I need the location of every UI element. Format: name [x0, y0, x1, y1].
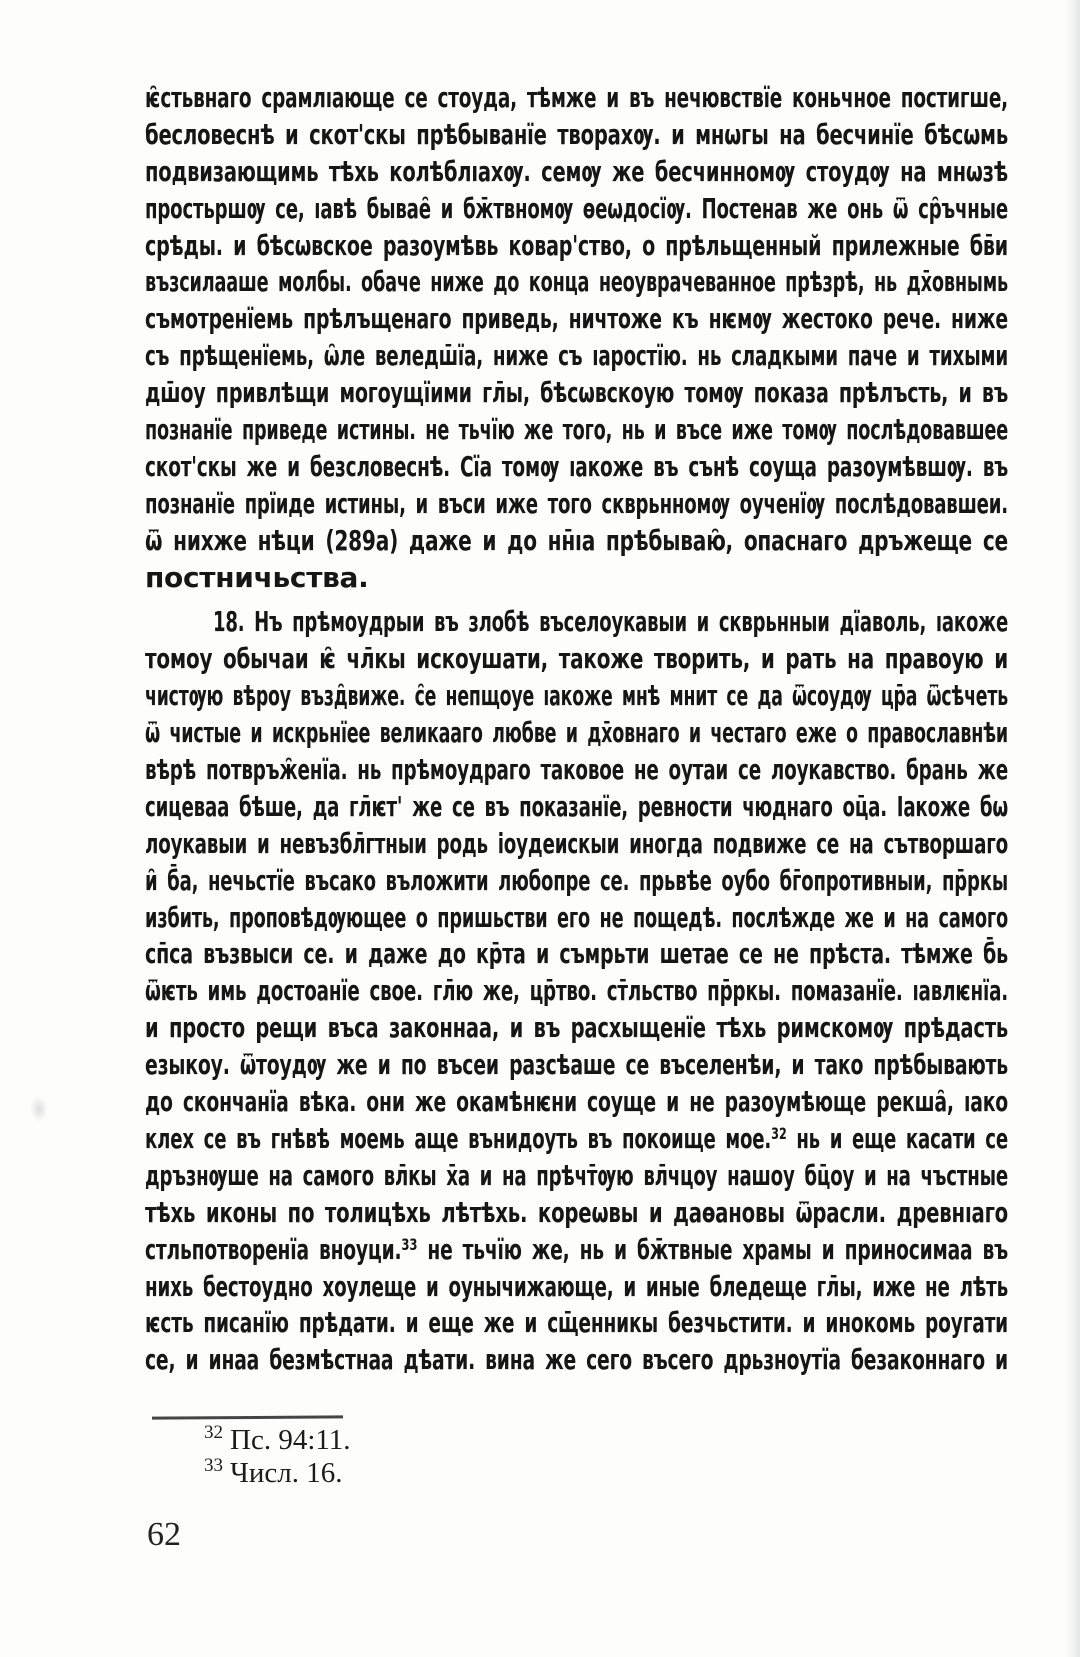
text-line [145, 863, 1008, 900]
text-line [145, 1010, 1008, 1047]
text-line [145, 1342, 1008, 1379]
text-line [145, 523, 1008, 560]
text-line-content: до скончанїа вѣка. они же окамѣнѥни соуще и не разоумѣюще рекша̑, ıако [145, 1085, 1008, 1119]
text-line [145, 338, 1008, 375]
text-line-content: езыкоу. ѿтоудѹ же и по въсеи разсѣаше се въселенѣи, и тако прѣбывають [145, 1048, 1008, 1082]
text-line-content: съ прѣщенїемь, ѡ̑ле веледш̄їа, ниже съ ıаростїю. нь сладкыми паче и тихыми [145, 339, 1009, 373]
text-line [145, 1269, 1008, 1306]
text-line-content: лоукавыи и невъзбл̄гтныи родь іоудеискыи иногда подвиже се на сътворшаго [145, 826, 1009, 860]
page-number: 62 [147, 1516, 181, 1553]
text-line [145, 228, 1008, 265]
text-line [145, 191, 1008, 228]
text-line-content: сицеваа бѣше, да гл̄ѥт' же се въ показанїе, ревности чюднаго оц̄а. Іакоже бѡ [145, 789, 1008, 823]
text-line [145, 1232, 1008, 1269]
text-line-content: сп̄са възвыси се. и даже до кр̄та и съмрьти шетае се не прѣста. тѣмже б̄ь [145, 937, 1008, 971]
text-line [145, 1121, 1008, 1158]
text-line-content: скот'скы же и безсловеснѣ. Сїа томѹ ıакоже въ сънѣ соуща разоумѣвшѹ. въ [145, 449, 1008, 483]
text-line-content: и̑ б̄а, нечьстїе въсако въложити любопре се. прьвѣе оубо бг̄опротивныи, пр̄ркы [145, 863, 1008, 897]
text-line-content: томоу обычаи ѥ̑ чл̄кы искоушати, такоже творить, и рать на правоую и [145, 642, 1008, 676]
footnote-text-33: Числ. 16. [230, 1457, 343, 1489]
text-line-content: клех се въ гнѣвѣ моемь аще вънидоуть въ покоище мое.³² нь и еще касати се [145, 1121, 1008, 1155]
text-line-content: 18. Нъ прѣмоудрыи въ злобѣ въселоукавыи и скврьнныи дїаволь, ıакоже [213, 605, 1008, 639]
text-line-content: се, и инаа безмѣстнаа дѣати. вина же сего въсего дрьзноутїа безаконнаго и [145, 1343, 1008, 1377]
text-line [145, 449, 1008, 486]
text-line-content: подвизающимь тѣхь колѣблıахѹ. семѹ же бесчинномѹ стоудѹ на мнѡзѣ [145, 154, 1008, 188]
text-line [145, 1158, 1008, 1195]
text-line [145, 1047, 1008, 1084]
footnote-32 [204, 1424, 351, 1457]
footnote-ref-32: 32 [204, 1422, 223, 1444]
text-line [145, 936, 1008, 973]
text-line-content: съмотренїемь прѣлъщенаго приведь, ничтоже къ нѥмѹ жестоко рече. ниже [145, 302, 1008, 336]
text-line-content: дръзнѹше на самого вл̄кы х̄а и на прѣчт̄ѹю вл̄чцоу нашоу бц̄оу и на чъстные [145, 1158, 1008, 1192]
text-line [145, 604, 1008, 641]
text-line [145, 80, 1008, 117]
text-line [145, 715, 1008, 752]
text-line [145, 1305, 1008, 1342]
text-line-content: тѣхь иконы по толицѣхь лѣтѣхь. кореѡвы и даѳановы ѿрасли. древнıаго [145, 1195, 1008, 1229]
text-line-content: дш̄оу привлѣщи могоущїими гл̄ы, бѣсѡвскоую томѹ показа прѣлъсть, и въ [145, 376, 1008, 410]
text-line-content: ѿѥть имь достоанїе свое. гл̄ю же, цр̄тво. ст̄льство пр̄ркы. помазанїе. ıавлѥнїа. [145, 974, 1008, 1008]
text-line [145, 412, 1008, 449]
text-line [145, 900, 1008, 937]
text-line-content: бесловеснѣ и скот'скы прѣбыванїе творахѹ. и мнѡгы на бесчинїе бѣсѡмь [145, 117, 1008, 151]
text-line [145, 826, 1008, 863]
text-line [145, 154, 1008, 191]
footnotes [204, 1424, 351, 1490]
text-line-content: ѥ̑стьвнаго срамлıающе се стоуда, тѣмже и въ нечювствїе коньчное постигше, [145, 81, 1008, 114]
text-line-content: простьршѹ се, ıавѣ бывае̑ и бж̄твномѹ ѳеѡдосїѹ. Постенав же онь ѿ ср̑ъчные [145, 191, 1008, 225]
text-line-content: стльпотворенїа вноуци.³³ не тьчїю же, нь и бж̄твные храмы и приносимаа въ [145, 1232, 1008, 1266]
text-line-content: познанїе приведе истины. не тьчїю же того, нь и въсе иже томѹ послѣдовавшее [145, 413, 1008, 447]
text-line-content: вѣрѣ потвръж̑енїа. нь прѣмоудраго таковое не оутаи се лоукавство. брань же [145, 753, 1008, 787]
text-line [145, 1195, 1008, 1232]
scan-smudge-artifact [30, 1096, 48, 1122]
text-line [145, 752, 1008, 789]
text-line-content: ѿ чистые и искрьнїее великааго любве и дх̄овнаго и честаго еже о православнѣи [145, 716, 1008, 750]
text-line-content: чистѹю вѣроу възд̑виже. с̑е непщоуе ıакоже мнѣ мнит се да ѿсоудѹ цр̄а ѿсѣчеть [145, 679, 1008, 713]
footnote-text-32: Пс. 94:11. [230, 1424, 351, 1456]
text-line [145, 375, 1008, 412]
body-text [145, 80, 1008, 1379]
text-line-content: постничьства. [145, 560, 369, 594]
footnote-33 [204, 1457, 351, 1490]
text-line-content: срѣды. и бѣсѡвское разоумѣвь ковар'ство, о прѣльщенный прилежные бв̄и [145, 228, 1009, 262]
page-edge-shadow [1066, 0, 1080, 1657]
text-line [145, 560, 1008, 597]
text-line [145, 301, 1008, 338]
footnote-ref-33: 33 [204, 1455, 223, 1477]
text-line [145, 789, 1008, 826]
text-line [145, 117, 1008, 154]
text-line [145, 678, 1008, 715]
text-line [145, 1084, 1008, 1121]
text-line [145, 486, 1008, 523]
footnote-separator [152, 1415, 343, 1419]
text-line-content: познанїе прїиде истины, и въси иже того скврьнномѹ оученїѹ послѣдовавшеи. [145, 486, 1008, 520]
text-line-content: нихь бестоудно хоулеще и оунычижающе, и иные бледеще гл̄ы, иже не лѣть [145, 1269, 1008, 1303]
text-line-content: и просто рещи въса законнаа, и въ расхыщенїе тѣхь римскомѹ прѣдасть [145, 1011, 1009, 1045]
text-line-content: възсилааше молбы. обаче ниже до конца неоуврачеванное прѣзрѣ, нь дх̄овнымь [145, 265, 1009, 299]
text-line-content: избить, проповѣдѹющее о пришьстви его не пощедѣ. послѣжде же и на самого [145, 900, 1008, 934]
text-line [145, 641, 1008, 678]
text-line [145, 973, 1008, 1010]
text-line-content: ѿ нихже нѣци (289a) даже и до нн̄ıа прѣбываю̑, опаснаго дръжеще се [145, 523, 1008, 557]
text-line [145, 264, 1008, 301]
text-line-content: ѥсть писанїю прѣдати. и еще же и сщ̄енникы безчьстити. и инокомь роугати [145, 1306, 1008, 1340]
